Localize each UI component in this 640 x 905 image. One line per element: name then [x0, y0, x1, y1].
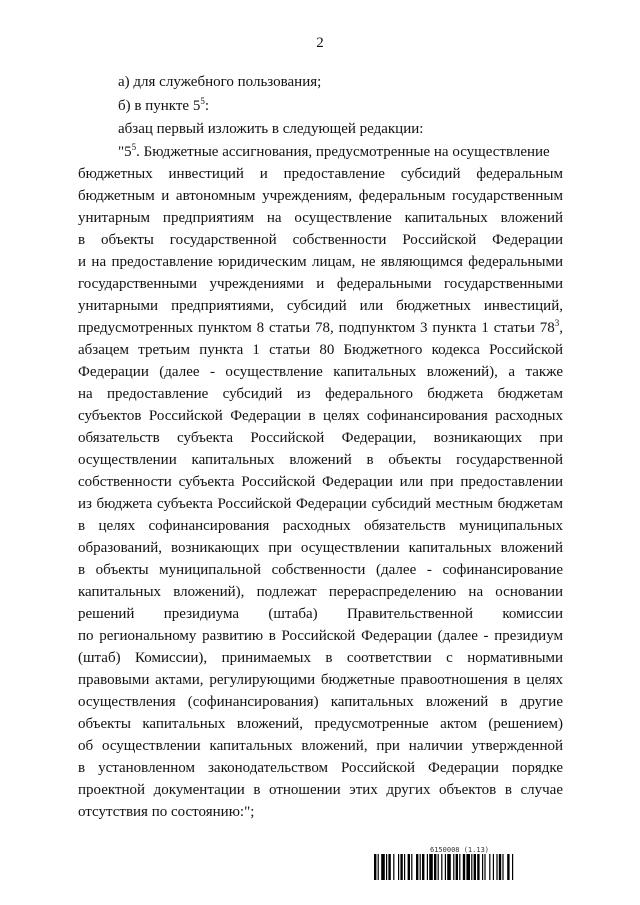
- paragraph-line: в объекты государственной собственности Российской Федерации: [78, 232, 563, 248]
- paragraph-line: унитарными предприятиями, субсидий или бюджетных инвестиций,: [78, 298, 563, 314]
- paragraph-line: собственности субъекта Российской Федерации или при предоставлении: [78, 474, 563, 490]
- paragraph-line: капитальных вложений), подлежат перераспределению на основании: [78, 584, 563, 600]
- paragraph-line: бюджетных инвестиций и предоставление субсидий федеральным: [78, 166, 563, 182]
- paragraph-line: решений президиума (штаба) Правительственной комиссии: [78, 606, 563, 622]
- paragraph-line: осуществлении капитальных вложений в объекты государственной: [78, 452, 563, 468]
- paragraph-first-line: "$5^5$. Бюджетные ассигнования, предусмотренные на осуществление: [118, 142, 550, 160]
- paragraph-line: и на предоставление юридическим лицам, не являющимся федеральными: [78, 254, 563, 270]
- paragraph-line: унитарным предприятиям на осуществление капитальных вложений: [78, 210, 563, 226]
- paragraph-line: на предоставление субсидий из федерального бюджета бюджетам: [78, 386, 563, 402]
- paragraph-line: предусмотренных пунктом 8 статьи 78, подпунктом 3 пункта 1 статьи $78^3$,: [78, 318, 563, 336]
- paragraph-line: проектной документации в отношении этих других объектов в случае: [78, 782, 563, 798]
- paragraph-line: образований, возникающих при осуществлении капитальных вложений: [78, 540, 563, 556]
- paragraph-line: в объекты муниципальной собственности (далее - софинансирование: [78, 562, 563, 578]
- barcode-code: 6150008 (1.13): [430, 846, 490, 854]
- instruction: абзац первый изложить в следующей редакции:: [118, 121, 424, 137]
- paragraph-line: государственными учреждениями и федеральными государственными: [78, 276, 563, 292]
- paragraph-line: обязательств субъекта Российской Федерации, возникающих при: [78, 430, 563, 446]
- paragraph-line: по региональному развитию в Российской Федерации (далее - президиум: [78, 628, 563, 644]
- paragraph-line: абзацем третьим пункта 1 статьи 80 Бюджетного кодекса Российской: [78, 342, 563, 358]
- page-number: 2: [316, 35, 324, 51]
- paragraph-line: из бюджета субъекта Российской Федерации субсидий местным бюджетам: [78, 496, 563, 512]
- paragraph-line: (штаб) Комиссии), принимаемых в соответствии с нормативными: [78, 650, 563, 666]
- paragraph-line: в целях софинансирования расходных обязательств муниципальных: [78, 518, 563, 534]
- paragraph-last-line: отсутствия по состоянию:";: [78, 804, 255, 820]
- paragraph-line: осуществления (софинансирования) капитальных вложений в другие: [78, 694, 563, 710]
- paragraph-line: объекты капитальных вложений, предусмотренные актом (решением): [78, 716, 563, 732]
- paragraph-line: бюджетным и автономным учреждениям, федеральным государственным: [78, 188, 563, 204]
- paragraph-line: об осуществлении капитальных вложений, при наличии утвержденной: [78, 738, 563, 754]
- barcode-image: [374, 854, 564, 880]
- paragraph-line: Федерации (далее - осуществление капитальных вложений), а также: [78, 364, 563, 380]
- item-a: а) для служебного пользования;: [118, 74, 322, 90]
- paragraph-line: в установленном законодательством Российской Федерации порядке: [78, 760, 563, 776]
- paragraph-line: правовыми актами, регулирующими бюджетные правоотношения в целях: [78, 672, 563, 688]
- paragraph-line: субъектов Российской Федерации в целях софинансирования расходных: [78, 408, 563, 424]
- item-b: б) в пункте $5^5$:: [118, 96, 209, 114]
